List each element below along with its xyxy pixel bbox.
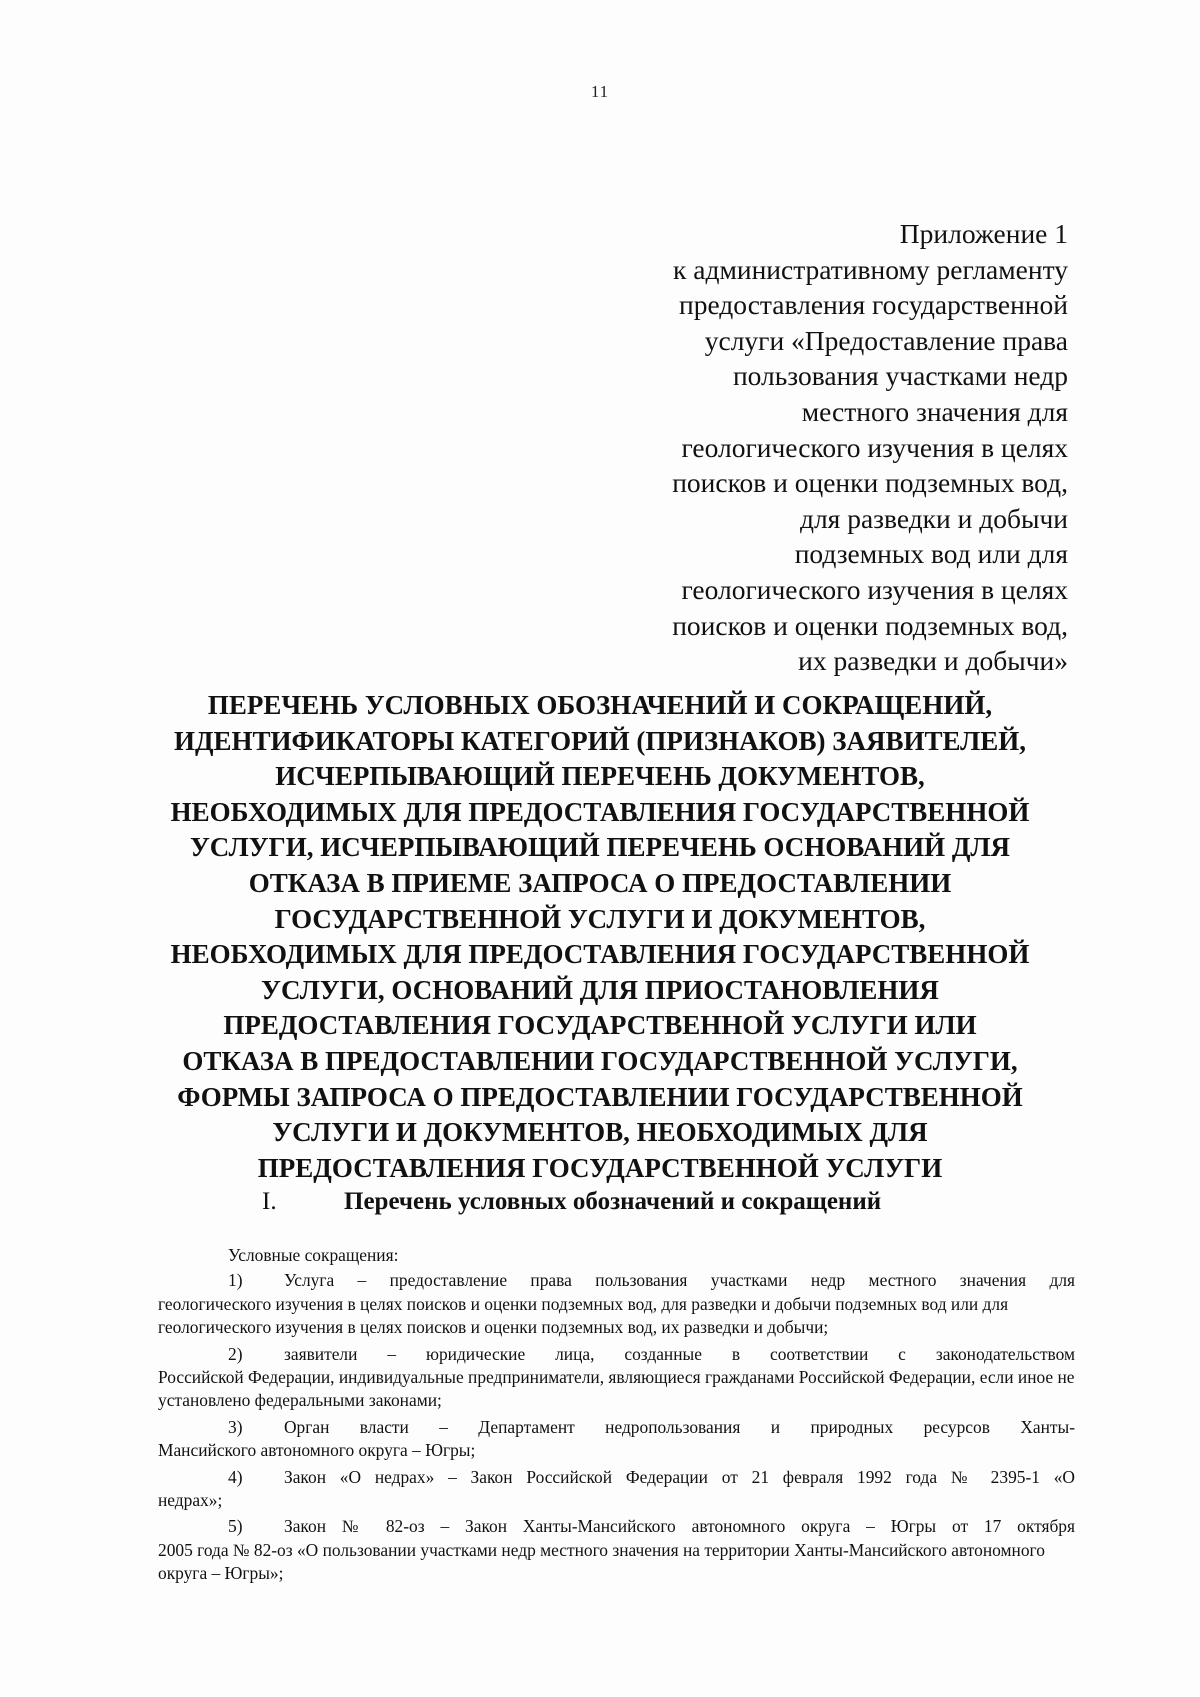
- item-rest: недрах»;: [158, 1490, 223, 1511]
- title-line: ОТКАЗА В ПРИЕМЕ ЗАПРОСА О ПРЕДОСТАВЛЕНИИ: [248, 867, 952, 898]
- list-item: [158, 1269, 1075, 1339]
- title-line: НЕОБХОДИМЫХ ДЛЯ ПРЕДОСТАВЛЕНИЯ ГОСУДАРСТВЕННОЙ: [170, 796, 1030, 827]
- appendix-line: услуги «Предоставление права: [704, 324, 1068, 356]
- appendix-line: геологического изучения в целях: [681, 431, 1068, 463]
- item-rest: 2005 года № 82-оз «О пользовании участками недр местного значения на территории Ханты-Мансийского автономного округа – Югры»;: [158, 1539, 1045, 1584]
- appendix-line: их разведки и добычи»: [798, 645, 1068, 677]
- title-line: ПРЕДОСТАВЛЕНИЯ ГОСУДАРСТВЕННОЙ УСЛУГИ: [257, 1152, 943, 1183]
- item-lead: заявители – юридические лица, созданные в соответствии с законодательством: [284, 1343, 1075, 1364]
- title-line: ПЕРЕЧЕНЬ УСЛОВНЫХ ОБОЗНАЧЕНИЙ И СОКРАЩЕНИЙ,: [207, 690, 993, 720]
- section-heading: [262, 1188, 1062, 1216]
- appendix-reference: [598, 216, 1068, 679]
- page-number: 11: [590, 82, 610, 101]
- appendix-line: геологического изучения в целях: [681, 573, 1068, 605]
- item-lead: Закон «О недрах» – Закон Российской Федерации от 21 февраля 1992 года № 2395-1 «О: [284, 1466, 1075, 1487]
- appendix-line: для разведки и добычи: [799, 502, 1068, 534]
- item-number: 2): [228, 1343, 243, 1364]
- item-number: 4): [228, 1466, 243, 1487]
- list-item: [158, 1515, 1075, 1585]
- list-item: [158, 1466, 1075, 1513]
- intro-text: Условные сокращения:: [228, 1245, 399, 1265]
- appendix-line: Приложение 1: [899, 218, 1068, 249]
- title-line: ФОРМЫ ЗАПРОСА О ПРЕДОСТАВЛЕНИИ ГОСУДАРСТВЕННОЙ: [177, 1081, 1023, 1112]
- section-title: Перечень условных обозначений и сокращений: [344, 1188, 882, 1215]
- title-line: ОТКАЗА В ПРЕДОСТАВЛЕНИИ ГОСУДАРСТВЕННОЙ УСЛУГИ,: [182, 1045, 1018, 1076]
- appendix-line: поисков и оценки подземных вод,: [672, 609, 1068, 641]
- title-line: УСЛУГИ, ИСЧЕРПЫВАЮЩИЙ ПЕРЕЧЕНЬ ОСНОВАНИЙ ДЛЯ: [189, 832, 1011, 863]
- body-text: [158, 1244, 1075, 1589]
- list-item: [158, 1416, 1075, 1463]
- title-line: ГОСУДАРСТВЕННОЙ УСЛУГИ И ДОКУМЕНТОВ,: [274, 903, 926, 934]
- document-title: [60, 688, 1140, 1186]
- list-item: [158, 1343, 1075, 1413]
- title-line: ИСЧЕРПЫВАЮЩИЙ ПЕРЕЧЕНЬ ДОКУМЕНТОВ,: [275, 761, 925, 792]
- appendix-line: местного значения для: [801, 395, 1068, 427]
- item-number: 5): [228, 1516, 243, 1537]
- item-number: 3): [228, 1416, 243, 1437]
- title-line: УСЛУГИ, ОСНОВАНИЙ ДЛЯ ПРИОСТАНОВЛЕНИЯ: [261, 974, 939, 1005]
- appendix-line: предоставления государственной: [678, 289, 1068, 321]
- appendix-line: к административному регламенту: [673, 253, 1068, 285]
- item-lead: Орган власти – Департамент недропользования и природных ресурсов Ханты-: [284, 1416, 1075, 1437]
- item-rest: геологического изучения в целях поисков и оценки подземных вод, для разведки и добычи подземных вод или для геологического изучения в целях поисков и оценки подземных вод, их разведки и добычи;: [158, 1293, 1009, 1338]
- section-number: I.: [262, 1188, 277, 1215]
- appendix-line: поисков и оценки подземных вод,: [672, 467, 1068, 499]
- appendix-line: подземных вод или для: [794, 538, 1068, 570]
- title-line: ПРЕДОСТАВЛЕНИЯ ГОСУДАРСТВЕННОЙ УСЛУГИ ИЛИ: [223, 1010, 977, 1041]
- item-rest: Мансийского автономного округа – Югры;: [158, 1440, 476, 1461]
- item-rest: Российской Федерации, индивидуальные предприниматели, являющиеся гражданами Российской Федерации, если иное не установлено федеральными законами;: [158, 1367, 1075, 1411]
- item-lead: Услуга – предоставление права пользования участками недр местного значения для: [284, 1270, 1075, 1291]
- appendix-line: пользования участками недр: [732, 360, 1068, 392]
- item-lead: Закон № 82-оз – Закон Ханты-Мансийского автономного округа – Югры от 17 октября: [284, 1516, 1075, 1537]
- title-line: УСЛУГИ И ДОКУМЕНТОВ, НЕОБХОДИМЫХ ДЛЯ: [272, 1117, 928, 1148]
- item-number: 1): [228, 1270, 243, 1291]
- title-line: НЕОБХОДИМЫХ ДЛЯ ПРЕДОСТАВЛЕНИЯ ГОСУДАРСТВЕННОЙ: [170, 939, 1030, 970]
- title-line: ИДЕНТИФИКАТОРЫ КАТЕГОРИЙ (ПРИЗНАКОВ) ЗАЯВИТЕЛЕЙ,: [173, 725, 1027, 756]
